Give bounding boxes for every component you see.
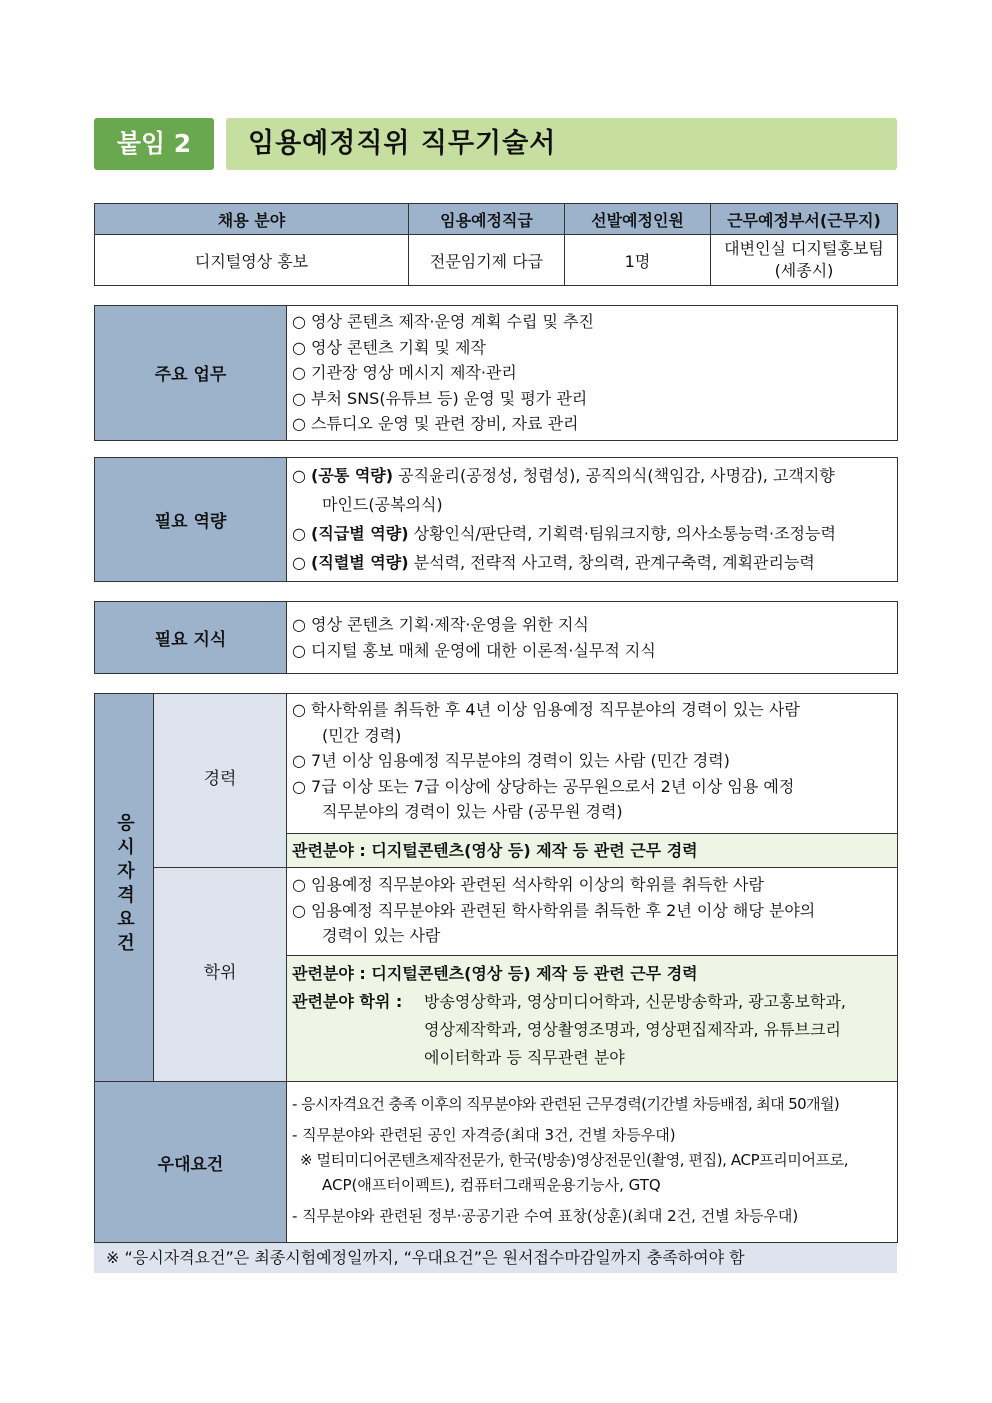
preference-item: - 직무분야와 관련된 정부·공공기관 수여 표창(상훈)(최대 2건, 건별 차등우대) <box>292 1207 799 1225</box>
knowledge-table <box>94 601 898 674</box>
competency-continuation: 마인드(공복의식) <box>322 495 443 514</box>
competency-item-grade: ○ (직급별 역량) 상황인식/판단력, 기획력·팀워크지향, 의사소통능력·조정능력 <box>292 524 836 543</box>
competency-text: 상황인식/판단력, 기획력·팀워크지향, 의사소통능력·조정능력 <box>408 524 836 543</box>
competency-text: 분석력, 전략적 사고력, 창의력, 관계구축력, 계획관리능력 <box>408 553 815 572</box>
degree-continuation: 경력이 있는 사람 <box>322 926 441 945</box>
duty-item: ○ 부처 SNS(유튜브 등) 운영 및 평가 관리 <box>292 388 588 408</box>
preference-item: - 응시자격요건 충족 이후의 직무분야와 관련된 근무경력(기간별 차등배점, 최대 50개월) <box>292 1095 840 1113</box>
degree-related <box>287 956 898 1082</box>
duty-item: ○ 기관장 영상 메시지 제작·관리 <box>292 363 517 382</box>
duty-item: ○ 영상 콘텐츠 제작·운영 계획 수립 및 추진 <box>292 312 594 331</box>
duty-item: ○ 스튜디오 운영 및 관련 장비, 자료 관리 <box>292 414 579 433</box>
col-header-field: 채용 분야 <box>95 204 409 235</box>
competency-label: 필요 역량 <box>95 458 287 582</box>
career-continuation: 직무분야의 경력이 있는 사람 (공무원 경력) <box>322 802 623 821</box>
cell-grade: 전문임기제 다급 <box>409 235 565 286</box>
qualification-label-text: 응시자격요건 <box>114 813 135 957</box>
duties-table <box>94 305 898 441</box>
knowledge-list <box>287 602 898 674</box>
career-list <box>287 694 898 834</box>
career-item: ○ 7년 이상 임용예정 직무분야의 경력이 있는 사람 (민간 경력) <box>292 751 730 770</box>
col-header-dept: 근무예정부서(근무지) <box>711 204 898 235</box>
knowledge-item: ○ 영상 콘텐츠 기획·제작·운영을 위한 지식 <box>292 615 589 634</box>
competency-title: (직급별 역량) <box>311 524 409 543</box>
degree-item: ○ 임용예정 직무분야와 관련된 석사학위 이상의 학위를 취득한 사람 <box>292 875 764 894</box>
competency-item-series: ○ (직렬별 역량) 분석력, 전략적 사고력, 창의력, 관계구축력, 계획관리능력 <box>292 553 815 572</box>
col-header-grade: 임용예정직급 <box>409 204 565 235</box>
preference-item: - 직무분야와 관련된 공인 자격증(최대 3건, 건별 차등우대) <box>292 1126 676 1144</box>
col-header-count: 선발예정인원 <box>565 204 711 235</box>
footnote: ※ “응시자격요건”은 최종시험예정일까지, “우대요건”은 원서접수마감일까지 충족하여야 함 <box>94 1243 897 1273</box>
career-related-field: 관련분야 : 디지털콘텐츠(영상 등) 제작 등 관련 근무 경력 <box>287 834 898 868</box>
dept-name: 대변인실 디지털홍보팀 <box>724 239 884 258</box>
duties-label: 주요 업무 <box>95 306 287 441</box>
preference-list <box>287 1082 898 1243</box>
major-line: 방송영상학과, 영상미디어학과, 신문방송학과, 광고홍보학과, <box>424 992 847 1011</box>
competency-list <box>287 458 898 582</box>
page-header <box>94 118 897 170</box>
career-item: ○ 학사학위를 취득한 후 4년 이상 임용예정 직무분야의 경력이 있는 사람 <box>292 700 800 719</box>
competency-table <box>94 457 898 582</box>
cell-dept <box>711 235 898 286</box>
competency-text: 공직윤리(공정성, 청렴성), 공직의식(책임감, 사명감), 고객지향 <box>393 466 835 485</box>
preference-note: ※ 멀티미디어콘텐츠제작전문가, 한국(방송)영상전문인(촬영, 편집), ACP프리미어프로, <box>300 1151 849 1169</box>
knowledge-label: 필요 지식 <box>95 602 287 674</box>
major-line: 에이터학과 등 직무관련 분야 <box>424 1048 625 1067</box>
degree-item: ○ 임용예정 직무분야와 관련된 학사학위를 취득한 후 2년 이상 해당 분야의 <box>292 900 816 920</box>
competency-title: (공통 역량) <box>311 466 394 485</box>
preference-label: 우대요건 <box>95 1082 287 1243</box>
career-label: 경력 <box>154 694 287 868</box>
preference-note-continuation: ACP(애프터이펙트), 컴퓨터그래픽운용기능사, GTQ <box>322 1176 661 1194</box>
qualification-table <box>94 693 898 1243</box>
cell-field: 디지털영상 홍보 <box>95 235 409 286</box>
degree-list <box>287 868 898 956</box>
competency-title: (직렬별 역량) <box>311 553 409 572</box>
cell-count: 1명 <box>565 235 711 286</box>
degree-label: 학위 <box>154 868 287 1082</box>
career-item: ○ 7급 이상 또는 7급 이상에 상당하는 공무원으로서 2년 이상 임용 예정 <box>292 776 795 796</box>
degree-related-field: 관련분야 : 디지털콘텐츠(영상 등) 제작 등 관련 근무 경력 <box>292 964 698 983</box>
competency-item-common: ○ (공통 역량) 공직윤리(공정성, 청렴성), 공직의식(책임감, 사명감), 고객지향 <box>292 466 835 485</box>
knowledge-item: ○ 디지털 홍보 매체 운영에 대한 이론적·실무적 지식 <box>292 640 656 660</box>
major-line: 영상제작학과, 영상촬영조명과, 영상편집제작과, 유튜브크리 <box>424 1020 841 1039</box>
degree-related-lines <box>424 988 846 1072</box>
duty-item: ○ 영상 콘텐츠 기획 및 제작 <box>292 337 486 357</box>
career-continuation: (민간 경력) <box>322 725 402 745</box>
degree-related-label: 관련분야 학위 : <box>292 992 403 1011</box>
duties-list <box>287 306 898 441</box>
qualification-label <box>95 694 154 1082</box>
degree-related-majors <box>292 988 892 1072</box>
dept-location: (세종시) <box>774 261 834 280</box>
attachment-badge: 붙임 2 <box>94 118 214 170</box>
page-title: 임용예정직위 직무기술서 <box>226 118 897 170</box>
summary-table <box>94 203 898 286</box>
